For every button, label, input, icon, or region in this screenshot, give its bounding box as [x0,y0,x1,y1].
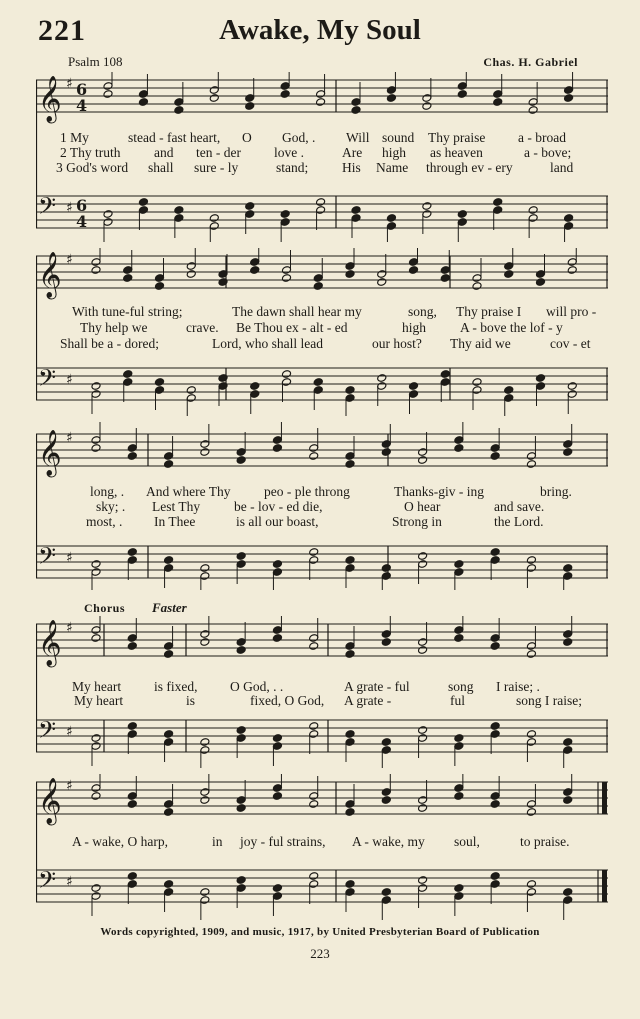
notehead [408,382,418,391]
lyric-syllable: our host? [372,336,422,351]
copyright-notice: Words copyrighted, 1909, and music, 1917, by United Presbyterian Board of Publication [100,926,540,938]
lyric-syllable: soul, [454,834,480,849]
notehead [123,274,133,283]
notehead [564,214,574,223]
notehead [504,386,514,395]
notehead [127,800,137,809]
notehead [272,884,282,893]
notehead [418,876,428,885]
lyric-syllable: and save. [494,499,545,514]
notehead [209,94,219,103]
notehead [377,374,387,383]
notehead [236,804,246,813]
lyric-syllable: is all our boast, [236,514,319,529]
lyric-syllable: Strong in [392,514,442,529]
notehead [528,106,538,115]
lyric-syllable: 2 Thy truth [60,145,121,160]
notehead [490,800,500,809]
notehead [280,90,290,99]
lyric-syllable: stead - fast heart, [128,130,221,145]
notehead [526,556,536,565]
notehead [528,206,538,215]
notehead [272,734,282,743]
treble-clef-icon: 𝄞 [38,252,62,298]
notehead [422,102,432,111]
time-signature-bottom: 4 [76,96,88,115]
bass-clef-icon: 𝄢 [38,192,57,225]
notehead [309,642,319,651]
hymn-number: 221 [38,14,86,47]
lyric-syllable: A grate - [344,693,392,708]
notehead [490,548,500,557]
notehead [209,214,219,223]
lyric-syllable: In Thee [154,514,196,529]
notehead [345,808,355,817]
notehead [200,796,210,805]
notehead [563,796,573,805]
bass-clef-icon: 𝄢 [38,542,57,575]
notehead [316,198,326,207]
notehead [408,266,418,275]
lyric-syllable: be - lov - ed die, [234,499,323,514]
lyric-syllable: O hear [404,499,441,514]
notehead [490,452,500,461]
notehead [309,452,319,461]
treble-clef-icon: 𝄞 [38,430,62,476]
notehead [272,634,282,643]
notehead [345,460,355,469]
lyric-line-1-verse-2 [36,145,608,160]
notehead [493,198,503,207]
lyric-syllable: ful [450,693,465,708]
sharp-icon: ♯ [66,76,73,92]
notehead [381,738,391,747]
lyric-syllable: A grate - ful [344,679,410,694]
notehead [236,456,246,465]
lyric-syllable: fixed, O God, [250,693,325,708]
lyric-syllable: Be Thou ex - alt - ed [236,320,348,335]
lyric-line-1-verse-1 [36,130,608,145]
notehead [186,270,196,279]
music-system-2 [36,248,608,416]
notehead [386,94,396,103]
notehead [535,374,545,383]
notehead [345,880,355,889]
notehead [272,792,282,801]
treble-clef-icon: 𝄞 [38,76,62,122]
bass-clef-icon: 𝄢 [38,364,57,397]
lyric-syllable: Name [376,160,409,175]
lyric-line-3-verse-2 [36,499,608,514]
notehead [91,382,101,391]
notehead [164,460,174,469]
notehead [245,202,255,211]
lyric-syllable: bring. [540,484,572,499]
notehead [127,642,137,651]
lyric-syllable: Are [342,145,363,160]
staff-notation-5 [36,774,608,924]
sharp-icon: ♯ [66,724,73,740]
notehead [164,556,174,565]
notehead [123,370,133,379]
sharp-icon: ♯ [66,620,73,636]
lyric-syllable: long, . [90,484,125,499]
lyric-syllable: 1 My [60,130,89,145]
notehead [236,726,246,735]
notehead [381,638,391,647]
lyric-syllable: Thy praise [428,130,486,145]
notehead [281,370,291,379]
time-signature-top: 6 [76,196,88,215]
notehead [154,282,164,291]
sharp-icon: ♯ [66,372,73,388]
notehead [454,792,464,801]
notehead [200,888,210,897]
treble-clef-icon: 𝄞 [38,778,62,824]
lyric-line-3-verse-1 [36,484,608,499]
lyric-syllable: love . [274,145,304,160]
notehead [526,460,536,469]
notehead [386,214,396,223]
lyric-syllable: ten - der [196,145,241,160]
treble-clef-icon: 𝄞 [38,620,62,666]
notehead [381,448,391,457]
notehead [490,722,500,731]
notehead [174,206,184,215]
notehead [526,808,536,817]
lyric-syllable: crave. [186,320,219,335]
lyric-line-2-verse-2 [36,320,608,335]
notehead [345,650,355,659]
lyric-syllable: a - broad [518,130,566,145]
notehead [563,638,573,647]
hymn-title: Awake, My Soul [219,14,421,46]
lyric-syllable: high [402,320,427,335]
lyric-syllable: through ev - ery [426,160,513,175]
lyric-line-4-soprano [36,679,608,694]
lyric-line-5 [36,834,608,849]
lyric-syllable: My heart [72,679,122,694]
lyric-syllable: sound [382,130,415,145]
lyric-syllable: My heart [74,693,124,708]
notehead [164,650,174,659]
notehead [472,378,482,387]
bass-clef-icon: 𝄢 [38,716,57,749]
lyric-syllable: sure - ly [194,160,239,175]
notehead [418,552,428,561]
notehead [454,444,464,453]
lyric-syllable: as heaven [430,145,483,160]
notehead [472,282,482,291]
lyric-line-2-verse-3 [36,336,608,351]
notehead [91,444,101,453]
notehead [250,266,260,275]
sharp-icon: ♯ [66,252,73,268]
notehead [164,730,174,739]
lyric-syllable: song [448,679,474,694]
lyric-syllable: Shall be a - dored; [60,336,159,351]
notehead [316,98,326,107]
sharp-icon: ♯ [66,200,73,216]
lyric-syllable: is fixed, [154,679,198,694]
lyric-syllable: land [550,160,574,175]
notehead [309,872,319,881]
notehead [164,808,174,817]
notehead [567,382,577,391]
notehead [127,452,137,461]
notehead [526,730,536,739]
music-system-5 [36,774,608,924]
music-system-3 [36,422,608,590]
notehead [454,560,464,569]
notehead [245,102,255,111]
notehead [200,448,210,457]
sharp-icon: ♯ [66,550,73,566]
lyric-syllable: Will [346,130,370,145]
lyric-syllable: A - bove the lof - y [460,320,563,335]
notehead [381,796,391,805]
lyric-syllable: O God, . . [230,679,284,694]
lyric-syllable: song I raise; [516,693,582,708]
notehead [564,94,574,103]
lyric-line-1-verse-3 [36,160,608,175]
lyric-syllable: most, . [86,514,123,529]
notehead [567,266,577,275]
notehead [200,738,210,747]
notehead [422,202,432,211]
notehead [91,884,101,893]
notehead [526,650,536,659]
music-system-4 [36,616,608,768]
notehead [504,270,514,279]
lyric-syllable: will pro - [546,304,597,319]
notehead [91,560,101,569]
lyric-syllable: peo - ple throng [264,484,350,499]
lyric-syllable: and [154,145,174,160]
notehead [454,634,464,643]
tempo-marking: Faster [152,600,187,615]
notehead [345,270,355,279]
lyric-syllable: sky; . [96,499,126,514]
lyric-syllable: A - wake, O harp, [72,834,168,849]
lyric-line-4-bass [36,693,608,708]
notehead [309,722,319,731]
lyric-syllable: joy - ful strains, [240,834,326,849]
notehead [563,738,573,747]
sharp-icon: ♯ [66,874,73,890]
notehead [493,98,503,107]
final-barline [602,870,607,902]
lyric-syllable: to praise. [520,834,570,849]
notehead [236,552,246,561]
notehead [200,638,210,647]
lyric-line-2-verse-1 [36,304,608,319]
lyric-syllable: shall [148,160,174,175]
lyric-syllable: stand; [276,160,309,175]
notehead [535,278,545,287]
sharp-icon: ♯ [66,430,73,446]
music-system-1 [36,72,608,242]
lyric-syllable: Thy help we [80,320,148,335]
notehead [281,274,291,283]
lyric-syllable: cov - et [550,336,591,351]
notehead [457,90,467,99]
notehead [351,206,361,215]
chorus-label: Chorus [84,601,126,615]
final-barline [602,782,607,814]
lyric-syllable: And where Thy [146,484,231,499]
notehead [381,564,391,573]
notehead [103,90,113,99]
notehead [563,448,573,457]
lyric-syllable: With tune-ful string; [72,304,183,319]
lyric-syllable: The dawn shall hear my [232,304,362,319]
lyric-syllable: I raise; . [496,679,540,694]
notehead [164,880,174,889]
lyric-syllable: 3 God's word [56,160,129,175]
bass-clef-icon: 𝄢 [38,866,57,899]
notehead [418,726,428,735]
notehead [91,734,101,743]
notehead [186,386,196,395]
time-signature-top: 6 [76,80,88,99]
composer-credit: Chas. H. Gabriel [483,55,578,69]
notehead [272,444,282,453]
notehead [490,642,500,651]
notehead [236,646,246,655]
sharp-icon: ♯ [66,778,73,794]
notehead [345,730,355,739]
notehead [526,880,536,889]
notehead [154,378,164,387]
lyric-syllable: Lest Thy [152,499,201,514]
notehead [272,560,282,569]
notehead [351,106,361,115]
notehead [91,266,101,275]
notehead [418,456,428,465]
notehead [138,198,148,207]
lyric-syllable: Thanks-giv - ing [394,484,484,499]
notehead [91,634,101,643]
notehead [200,564,210,573]
notehead [454,734,464,743]
notehead [345,556,355,565]
notehead [280,210,290,219]
notehead [250,382,260,391]
scripture-source: Psalm 108 [68,54,123,69]
notehead [454,884,464,893]
notehead [313,378,323,387]
notehead [418,646,428,655]
notehead [418,804,428,813]
notehead [174,106,184,115]
lyric-syllable: is [186,693,196,708]
notehead [309,548,319,557]
lyric-syllable: A - wake, my [352,834,425,849]
lyric-syllable: in [212,834,223,849]
notehead [127,548,137,557]
notehead [440,370,450,379]
lyric-syllable: a - bove; [524,145,572,160]
time-signature-bottom: 4 [76,212,88,231]
notehead [345,386,355,395]
notehead [103,210,113,219]
lyric-syllable: God, . [282,130,316,145]
lyric-syllable: song, [408,304,437,319]
notehead [563,888,573,897]
notehead [440,274,450,283]
lyric-syllable: Thy praise I [456,304,522,319]
notehead [138,98,148,107]
lyric-syllable: the Lord. [494,514,544,529]
notehead [457,210,467,219]
lyric-syllable: Lord, who shall lead [212,336,323,351]
notehead [377,278,387,287]
lyric-syllable: high [382,145,407,160]
notehead [127,722,137,731]
notehead [91,792,101,801]
page-number: 223 [310,946,330,961]
lyric-syllable: His [342,160,361,175]
lyric-syllable: Thy aid we [450,336,511,351]
lyric-syllable: O [242,130,252,145]
notehead [309,800,319,809]
notehead [313,282,323,291]
notehead [563,564,573,573]
notehead [490,872,500,881]
notehead [381,888,391,897]
notehead [127,872,137,881]
notehead [236,876,246,885]
lyric-line-3-verse-3 [36,514,608,529]
